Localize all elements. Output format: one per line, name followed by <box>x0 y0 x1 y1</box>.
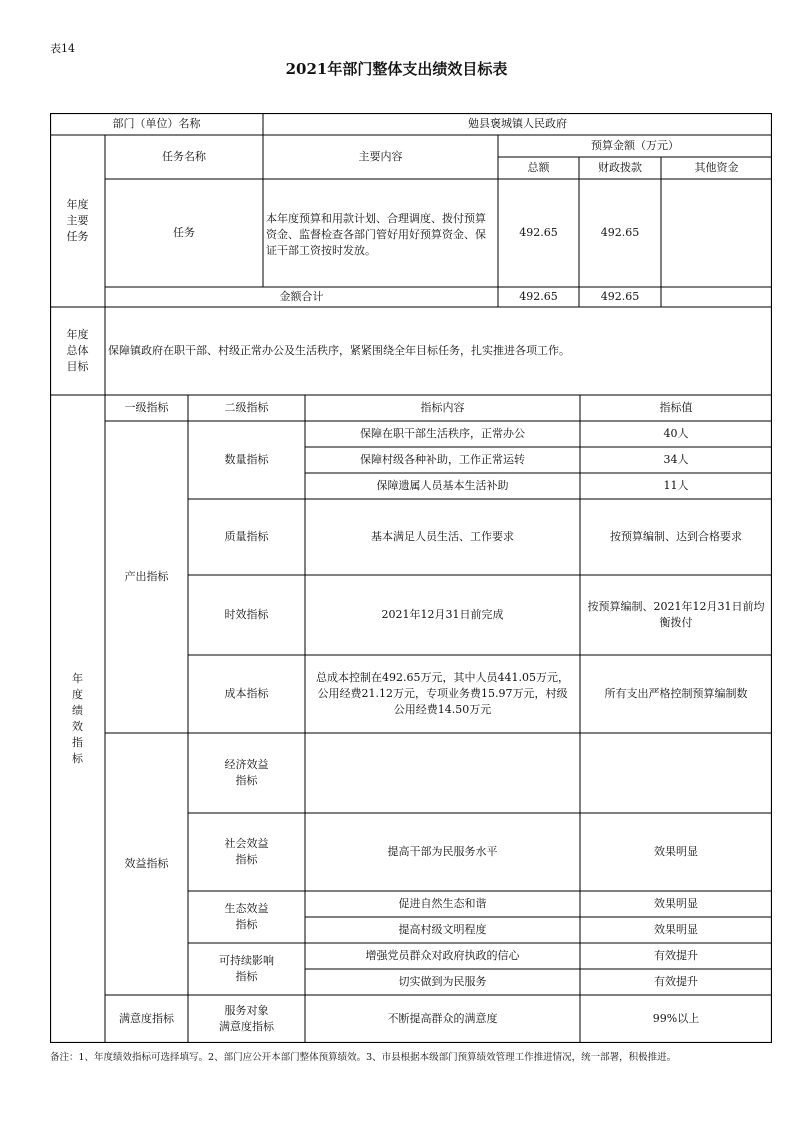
quantity-indicator: 数量指标 <box>224 453 269 467</box>
overall-target-label: 年度 总体 目标 <box>66 328 89 373</box>
header-budget-amount: 预算金额（万元） <box>591 139 679 153</box>
satisfaction-indicator: 满意度指标 <box>119 1012 174 1026</box>
page-title: 2021年部门整体支出绩效目标表 <box>285 60 508 78</box>
social-value: 效果明显 <box>654 845 698 859</box>
sum-other <box>661 287 772 307</box>
header-other-funds: 其他资金 <box>694 161 739 175</box>
ecological-content-2: 提高村级文明程度 <box>398 923 487 937</box>
header-total: 总额 <box>527 161 550 175</box>
timeliness-content: 2021年12月31日前完成 <box>381 608 504 622</box>
ecological-content-1: 促进自然生态和谐 <box>398 897 487 911</box>
table-number: 表14 <box>50 42 75 55</box>
service-content: 不断提高群众的满意度 <box>387 1012 498 1026</box>
sum-total: 492.65 <box>519 290 558 304</box>
sum-label: 金额合计 <box>279 290 324 304</box>
overall-target-text: 保障镇政府在职干部、村级正常办公及生活秩序，紧紧围绕全年目标任务，扎实推进各项工作。 <box>108 344 570 358</box>
task-fiscal-cell: 492.65 <box>600 226 640 240</box>
task-content-cell: 本年度预算和用款计划、合理调度、拨付预算资金、监督检查各部门管好用好预算资金、保证干部工资按时发放。 <box>266 212 486 257</box>
header-main-content: 主要内容 <box>358 150 403 164</box>
sustainability-content-1: 增强党员群众对政府执政的信心 <box>365 949 520 963</box>
sustainability-indicator: 可持续影响 指标 <box>219 954 274 983</box>
task-name-cell: 任务 <box>173 226 195 240</box>
social-benefit-indicator: 社会效益 指标 <box>224 837 269 866</box>
quantity-value-1: 40人 <box>663 427 689 441</box>
output-indicator: 产出指标 <box>124 570 169 584</box>
performance-table <box>50 113 772 1043</box>
sum-fiscal: 492.65 <box>600 290 640 304</box>
cost-value: 所有支出严格控制预算编制数 <box>604 687 748 701</box>
header-level1: 一级指标 <box>124 401 169 415</box>
service-satisfaction-indicator: 服务对象 满意度指标 <box>219 1004 274 1033</box>
economic-benefit-indicator: 经济效益 指标 <box>224 758 269 787</box>
ecological-benefit-indicator: 生态效益 指标 <box>224 902 269 931</box>
timeliness-value: 按预算编制、2021年12月31日前均衡拨付 <box>587 600 765 629</box>
dept-value: 勉县褒城镇人民政府 <box>468 117 567 131</box>
header-level2: 二级指标 <box>224 401 269 415</box>
task-other-cell <box>661 179 772 287</box>
cost-indicator: 成本指标 <box>224 687 269 701</box>
ecological-value-2: 效果明显 <box>654 923 698 937</box>
dept-label: 部门（单位）名称 <box>112 117 201 131</box>
social-content: 提高干部为民服务水平 <box>387 845 498 859</box>
quantity-value-2: 34人 <box>663 453 689 467</box>
ecological-value-1: 效果明显 <box>654 897 698 911</box>
tasks-section-label: 年度 主要 任务 <box>66 198 89 243</box>
footnote: 备注：1、年度绩效指标可选择填写。2、部门应公开本部门整体预算绩效。3、市县根据本级部门预算绩效管理工作推进情况，统一部署，积极推进。 <box>50 1052 677 1063</box>
sustainability-value-1: 有效提升 <box>654 949 698 963</box>
task-total-cell: 492.65 <box>519 226 558 240</box>
quantity-content-1: 保障在职干部生活秩序，正常办公 <box>360 427 525 441</box>
indicators-section-label: 年 度 绩 效 指 标 <box>72 672 83 765</box>
header-task-name: 任务名称 <box>162 150 206 164</box>
quantity-value-3: 11人 <box>663 479 689 493</box>
service-value: 99%以上 <box>652 1012 700 1026</box>
cost-content: 总成本控制在492.65万元，其中人员441.05万元，公用经费21.12万元，专项业务费15.97万元，村级公用经费14.50万元 <box>316 671 569 716</box>
header-indicator-content: 指标内容 <box>420 401 465 415</box>
quality-content: 基本满足人员生活、工作要求 <box>371 530 514 544</box>
quality-indicator: 质量指标 <box>224 530 269 544</box>
sustainability-content-2: 切实做到为民服务 <box>398 975 487 989</box>
sustainability-value-2: 有效提升 <box>654 975 698 989</box>
header-indicator-value: 指标值 <box>659 401 693 415</box>
benefit-indicator: 效益指标 <box>124 857 169 871</box>
economic-content <box>305 733 580 813</box>
timeliness-indicator: 时效指标 <box>224 608 269 622</box>
quantity-content-3: 保障遗属人员基本生活补助 <box>376 479 509 493</box>
quantity-content-2: 保障村级各种补助，工作正常运转 <box>360 453 525 467</box>
header-fiscal: 财政拨款 <box>598 161 642 175</box>
economic-value <box>580 733 772 813</box>
quality-value: 按预算编制、达到合格要求 <box>610 530 742 544</box>
